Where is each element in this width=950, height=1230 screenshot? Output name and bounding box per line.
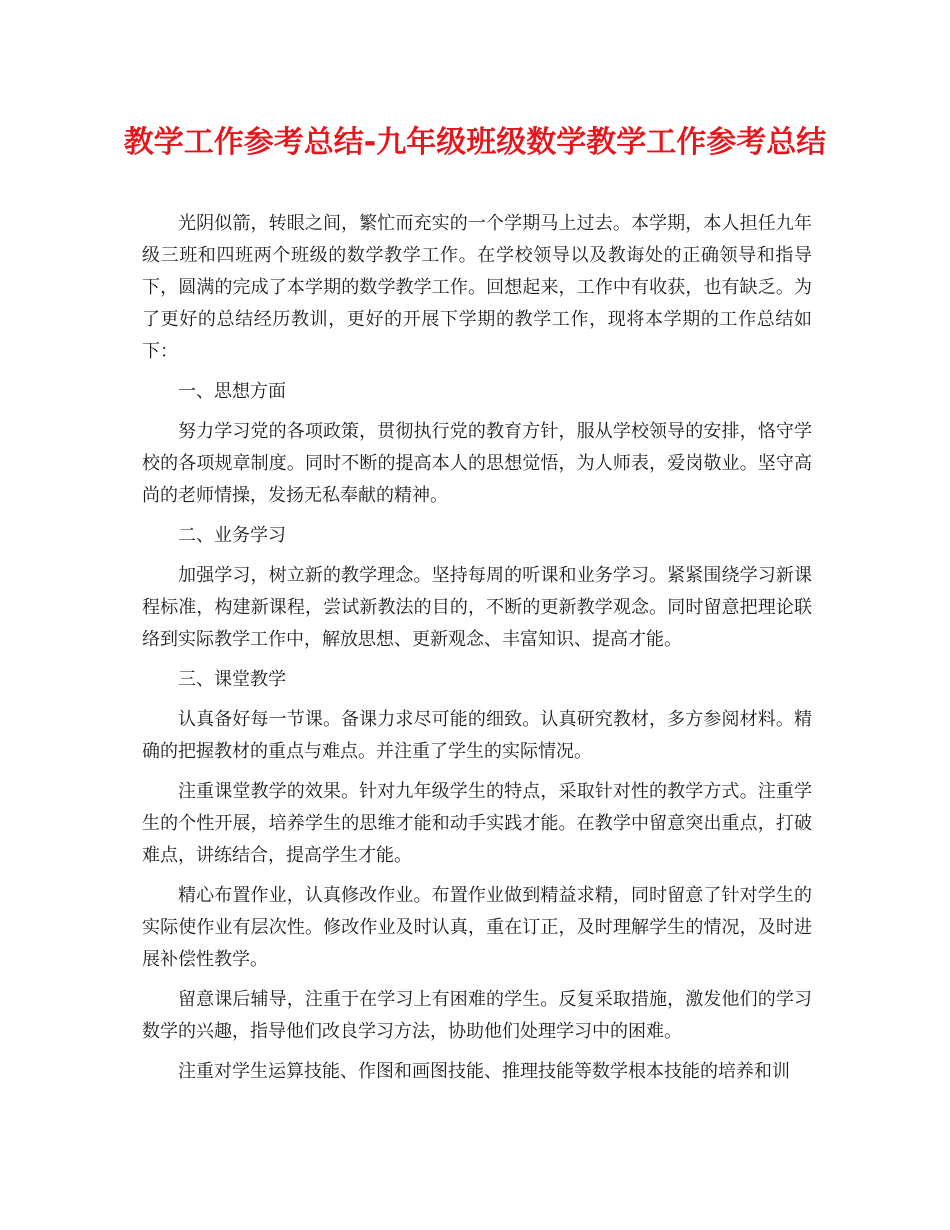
document-title: 教学工作参考总结-九年级班级数学教学工作参考总结	[123, 125, 827, 160]
document-body	[142, 208, 812, 1096]
paragraph-study: 加强学习，树立新的教学理念。坚持每周的听课和业务学习。紧紧围绕学习新课程标准，构建新课程，尝试新教法的目的，不断的更新教学观念。同时留意把理论联络到实际教学工作中，解放思想、更新观念、丰富知识、提高才能。	[142, 565, 812, 650]
paragraph-skills: 注重对学生运算技能、作图和画图技能、推理技能等数学根本技能的培养和训	[178, 1061, 790, 1082]
paragraph-intro: 光阴似箭，转眼之间，繁忙而充实的一个学期马上过去。本学期，本人担任九年级三班和四班两个班级的数学教学工作。在学校领导以及教诲处的正确领导和指导下，圆满的完成了本学期的数学教学工作。回想起来，工作中有收获，也有缺乏。为了更好的总结经历教训，更好的开展下学期的教学工作，现将本学期的工作总结如下：	[142, 213, 812, 362]
paragraph-tutoring: 留意课后辅导，注重于在学习上有困难的学生。反复采取措施，激发他们的学习数学的兴趣，指导他们改良学习方法，协助他们处理学习中的困难。	[142, 989, 812, 1042]
section-heading-study: 二、业务学习	[178, 525, 286, 546]
paragraph-classroom-effect: 注重课堂教学的效果。针对九年级学生的特点，采取针对性的教学方式。注重学生的个性开展，培养学生的思维才能和动手实践才能。在教学中留意突出重点，打破难点，讲练结合，提高学生才能。	[142, 781, 812, 866]
paragraph-homework: 精心布置作业，认真修改作业。布置作业做到精益求精，同时留意了针对学生的实际使作业有层次性。修改作业及时认真，重在订正，及时理解学生的情况，及时进展补偿性教学。	[142, 885, 812, 970]
paragraph-thought: 努力学习党的各项政策，贯彻执行党的教育方针，服从学校领导的安排，恪守学校的各项规章制度。同时不断的提高本人的思想觉悟，为人师表，爱岗敬业。坚守高尚的老师情操，发扬无私奉献的精神。	[142, 421, 812, 506]
paragraph-lesson-prep: 认真备好每一节课。备课力求尽可能的细致。认真研究教材，多方参阅材料。精确的把握教材的重点与难点。并注重了学生的实际情况。	[142, 709, 812, 762]
section-heading-thought: 一、思想方面	[178, 381, 286, 402]
section-heading-classroom: 三、课堂教学	[178, 669, 286, 690]
